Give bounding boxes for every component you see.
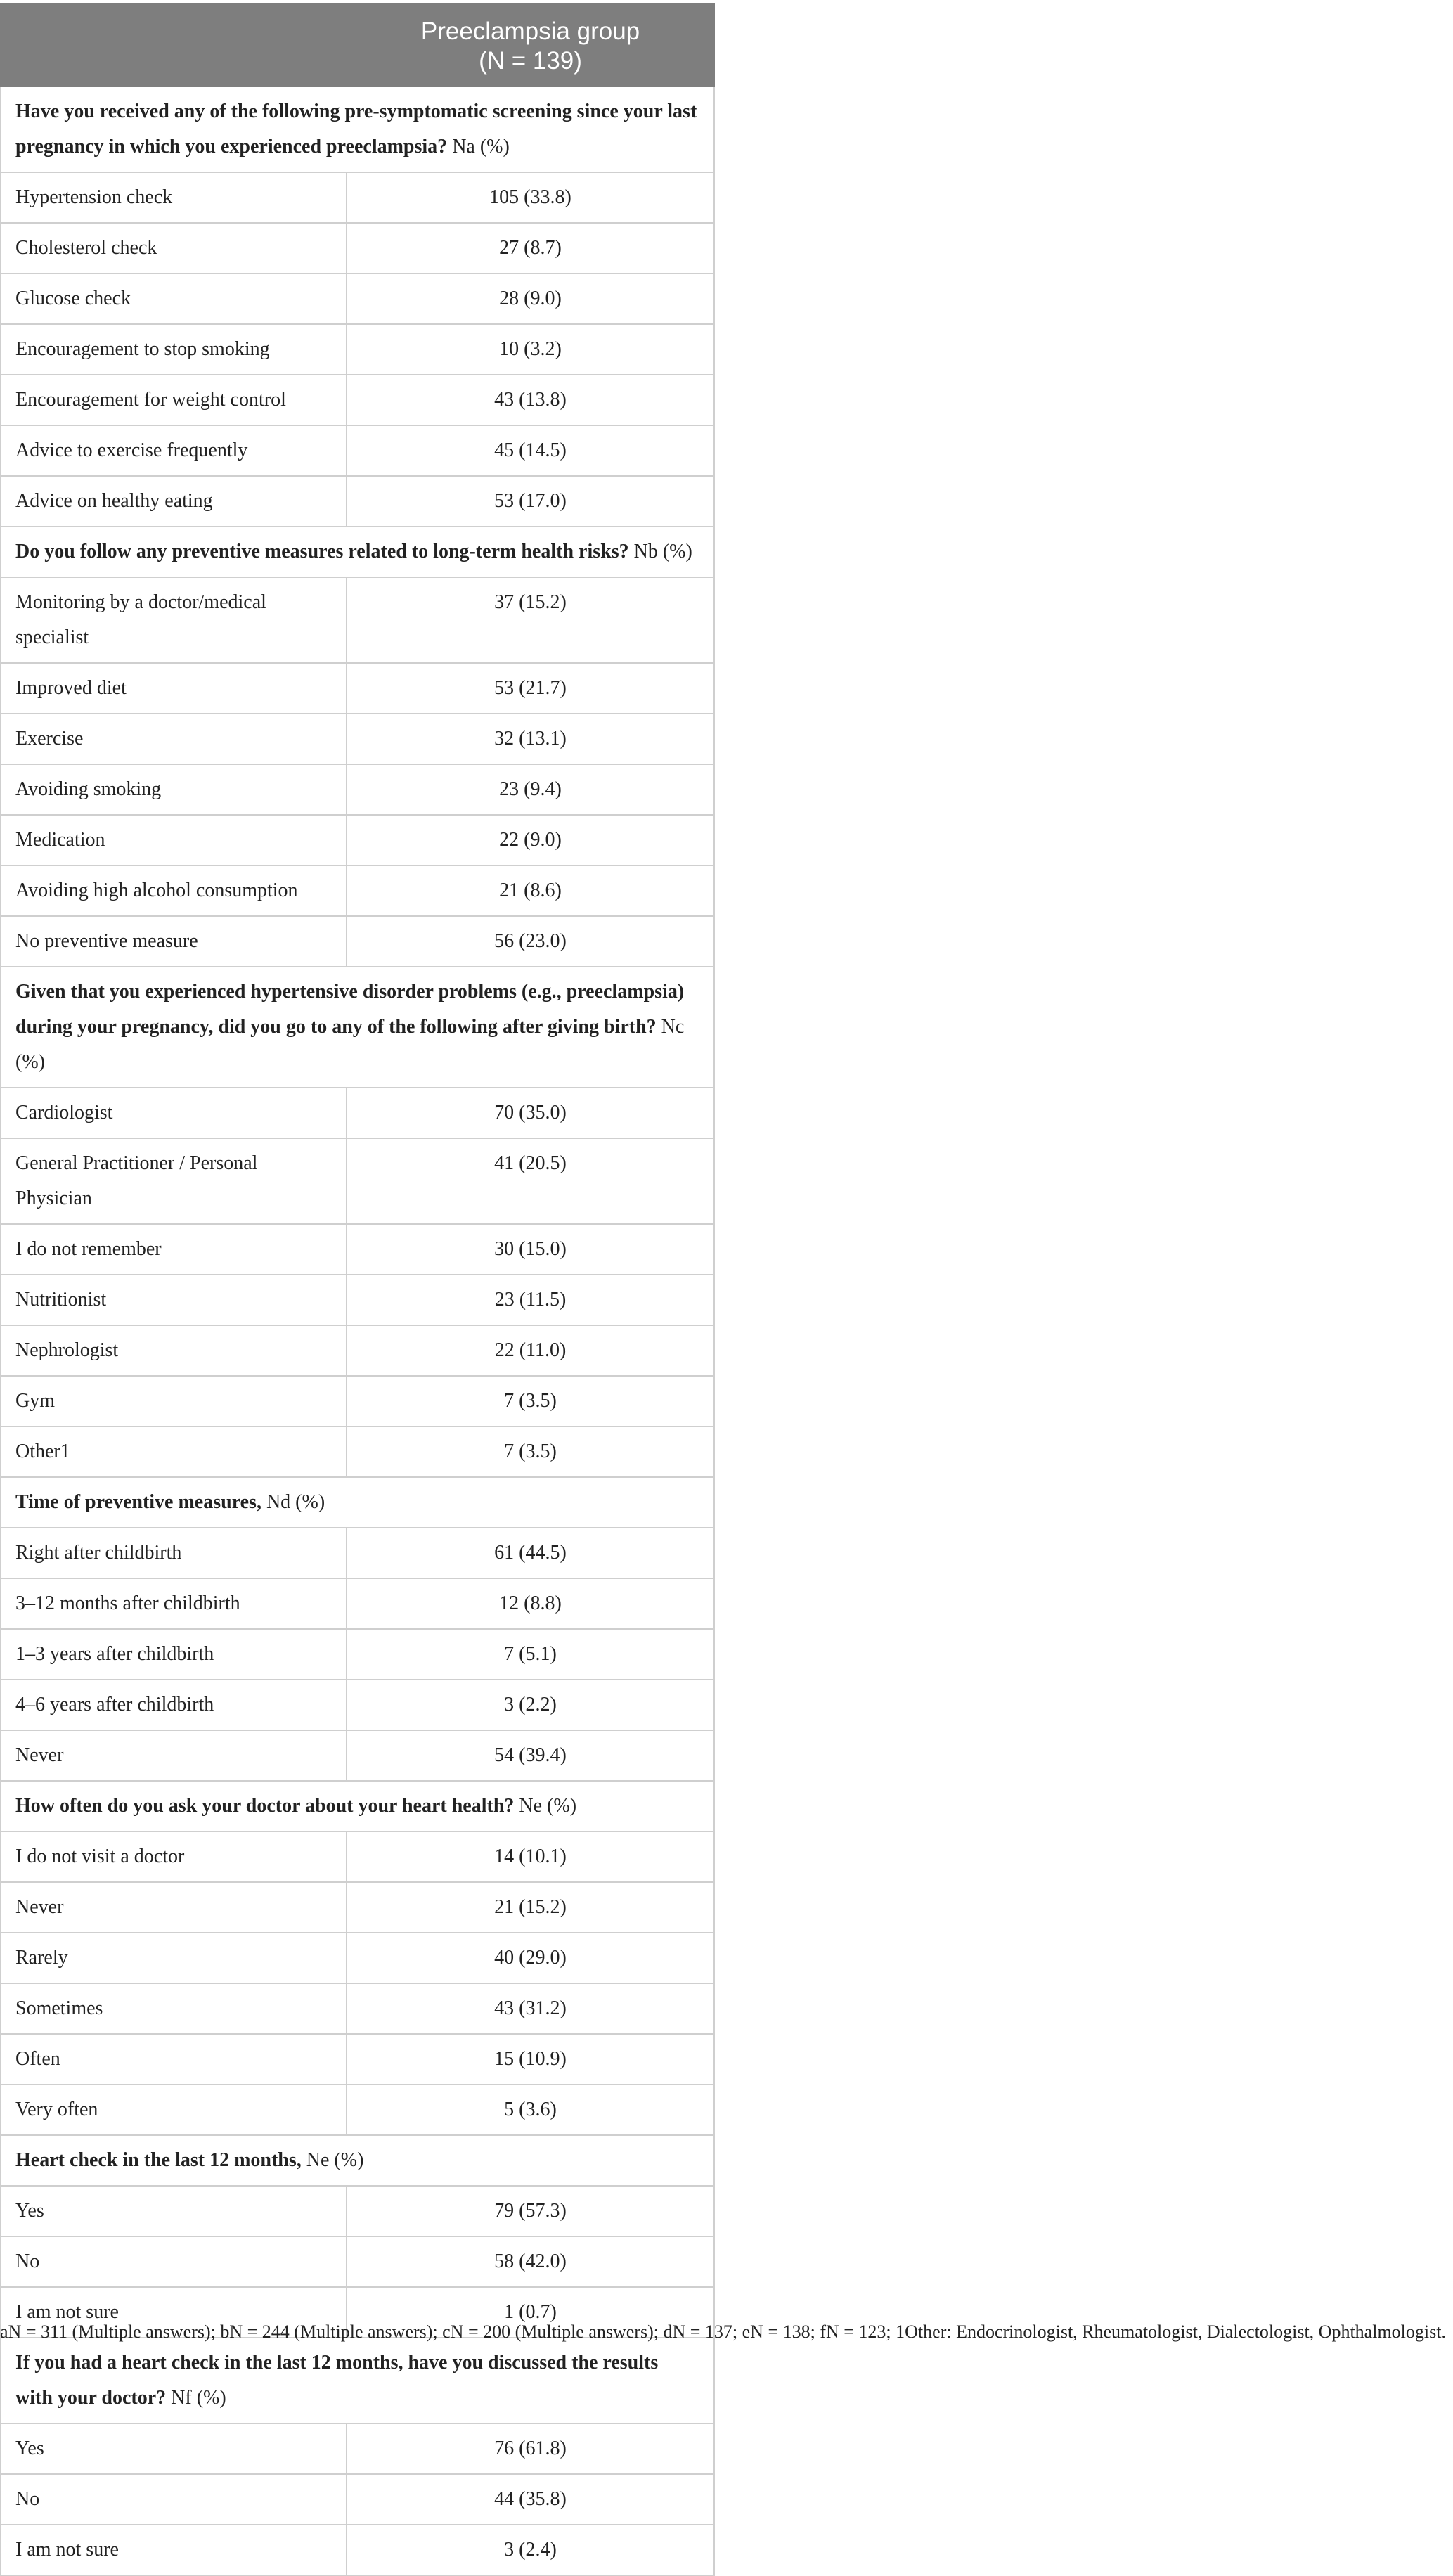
row-value: 10 (3.2) (347, 324, 714, 375)
table-row (1, 425, 714, 476)
row-label: Other1 (1, 1427, 347, 1477)
table-header-row (1, 4, 714, 86)
table-row (1, 577, 714, 663)
row-value: 70 (35.0) (347, 1088, 714, 1138)
row-value: 58 (42.0) (347, 2236, 714, 2287)
section-question (1, 2135, 714, 2186)
row-value: 5 (3.6) (347, 2085, 714, 2135)
section-header-row (1, 967, 714, 1088)
section-n-label: Nb (%) (633, 541, 692, 562)
row-value: 15 (10.9) (347, 2034, 714, 2085)
row-label: Advice on healthy eating (1, 476, 347, 527)
table-row (1, 223, 714, 273)
row-value: 43 (13.8) (347, 375, 714, 425)
table-row (1, 1933, 714, 1983)
row-value: 41 (20.5) (347, 1138, 714, 1224)
row-label: Cholesterol check (1, 223, 347, 273)
row-label: Avoiding smoking (1, 764, 347, 815)
row-label: Advice to exercise frequently (1, 425, 347, 476)
row-value: 7 (3.5) (347, 1427, 714, 1477)
section-question (1, 86, 714, 172)
row-value: 54 (39.4) (347, 1730, 714, 1781)
row-value: 37 (15.2) (347, 577, 714, 663)
row-label: Avoiding high alcohol consumption (1, 865, 347, 916)
row-label: Medication (1, 815, 347, 865)
row-value: 21 (8.6) (347, 865, 714, 916)
row-label: General Practitioner / Personal Physician (1, 1138, 347, 1224)
section-question (1, 1781, 714, 1831)
section-question-text: If you had a heart check in the last 12 months, have you discussed the results with your doctor? (15, 2352, 659, 2409)
table-row (1, 1831, 714, 1882)
table-row (1, 1882, 714, 1933)
row-label: No (1, 2236, 347, 2287)
section-question (1, 967, 714, 1088)
section-question (1, 527, 714, 577)
table-row (1, 1088, 714, 1138)
table-footnote: aN = 311 (Multiple answers); bN = 244 (Multiple answers); cN = 200 (Multiple answers); dN = 137; eN = 138; fN = 123; 1Other: Endocrinologist, Rheumatologist, Dialectologist, Ophthalmologist. (0, 2321, 1446, 2342)
row-value: 22 (9.0) (347, 815, 714, 865)
header-group-cell (347, 4, 714, 86)
row-label: 3–12 months after childbirth (1, 1578, 347, 1629)
table-row (1, 172, 714, 223)
row-label: I am not sure (1, 2525, 347, 2575)
row-label: Encouragement to stop smoking (1, 324, 347, 375)
row-label: Very often (1, 2085, 347, 2135)
row-value: 23 (9.4) (347, 764, 714, 815)
row-value: 56 (23.0) (347, 916, 714, 967)
table-row (1, 865, 714, 916)
row-value: 53 (21.7) (347, 663, 714, 714)
section-header-row (1, 86, 714, 172)
table-row (1, 1680, 714, 1730)
row-value: 21 (15.2) (347, 1882, 714, 1933)
row-value: 22 (11.0) (347, 1325, 714, 1376)
header-group-n: (N = 139) (479, 47, 582, 75)
row-label: Hypertension check (1, 172, 347, 223)
table-row (1, 1730, 714, 1781)
row-value: 27 (8.7) (347, 223, 714, 273)
section-question-text: Do you follow any preventive measures related to long-term health risks? (15, 541, 629, 562)
table-row (1, 2236, 714, 2287)
row-label: Right after childbirth (1, 1528, 347, 1578)
table-row (1, 764, 714, 815)
section-question-text: How often do you ask your doctor about your heart health? (15, 1795, 515, 1817)
row-value: 76 (61.8) (347, 2423, 714, 2474)
row-value: 7 (5.1) (347, 1629, 714, 1680)
row-label: I do not visit a doctor (1, 1831, 347, 1882)
header-group-title: Preeclampsia group (420, 18, 640, 45)
row-label: Nephrologist (1, 1325, 347, 1376)
row-label: Sometimes (1, 1983, 347, 2034)
row-value: 61 (44.5) (347, 1528, 714, 1578)
table-row (1, 1427, 714, 1477)
row-label: No preventive measure (1, 916, 347, 967)
table-row (1, 1578, 714, 1629)
row-label: Improved diet (1, 663, 347, 714)
table-row (1, 2034, 714, 2085)
row-value: 43 (31.2) (347, 1983, 714, 2034)
table-row (1, 2423, 714, 2474)
table-row (1, 1376, 714, 1427)
table-row (1, 916, 714, 967)
section-header-row (1, 2135, 714, 2186)
row-value: 3 (2.2) (347, 1680, 714, 1730)
table-row (1, 1983, 714, 2034)
row-label: Rarely (1, 1933, 347, 1983)
header-blank-cell (1, 4, 347, 86)
section-question-text: Time of preventive measures, (15, 1491, 261, 1513)
section-question (1, 1477, 714, 1528)
table-row (1, 2186, 714, 2236)
row-label: Yes (1, 2423, 347, 2474)
row-label: I do not remember (1, 1224, 347, 1275)
table-row (1, 476, 714, 527)
table-row (1, 324, 714, 375)
table-row (1, 1224, 714, 1275)
row-value: 7 (3.5) (347, 1376, 714, 1427)
table-row (1, 815, 714, 865)
row-label: I am not sure (1, 2287, 347, 2338)
row-label: Exercise (1, 714, 347, 764)
section-n-label: Na (%) (452, 136, 510, 157)
row-label: 4–6 years after childbirth (1, 1680, 347, 1730)
row-label: Glucose check (1, 273, 347, 324)
row-value: 12 (8.8) (347, 1578, 714, 1629)
table-row (1, 1138, 714, 1224)
row-label: Encouragement for weight control (1, 375, 347, 425)
row-value: 40 (29.0) (347, 1933, 714, 1983)
row-value: 3 (2.4) (347, 2525, 714, 2575)
table-row (1, 1528, 714, 1578)
row-value: 79 (57.3) (347, 2186, 714, 2236)
table-row (1, 663, 714, 714)
table-row (1, 714, 714, 764)
row-label: Yes (1, 2186, 347, 2236)
section-header-row (1, 527, 714, 577)
row-label: Cardiologist (1, 1088, 347, 1138)
section-question-text: Heart check in the last 12 months, (15, 2149, 302, 2171)
row-label: Nutritionist (1, 1275, 347, 1325)
row-value: 105 (33.8) (347, 172, 714, 223)
row-label: Never (1, 1730, 347, 1781)
row-value: 53 (17.0) (347, 476, 714, 527)
table-row (1, 1629, 714, 1680)
row-label: Monitoring by a doctor/medical specialist (1, 577, 347, 663)
table-row (1, 1275, 714, 1325)
row-label: Often (1, 2034, 347, 2085)
row-label: Gym (1, 1376, 347, 1427)
section-header-row (1, 1477, 714, 1528)
row-value: 23 (11.5) (347, 1275, 714, 1325)
section-n-label: Ne (%) (306, 2149, 364, 2171)
row-value: 30 (15.0) (347, 1224, 714, 1275)
table-row (1, 2474, 714, 2525)
row-label: 1–3 years after childbirth (1, 1629, 347, 1680)
row-value: 1 (0.7) (347, 2287, 714, 2338)
section-question-text: Given that you experienced hypertensive disorder problems (e.g., preeclampsia) during your pregnancy, did you go to any of the following after giving birth? (15, 981, 685, 1038)
section-question (1, 2338, 714, 2423)
section-n-label: Ne (%) (519, 1795, 577, 1817)
table-row (1, 375, 714, 425)
row-label: Never (1, 1882, 347, 1933)
row-label: No (1, 2474, 347, 2525)
table-row (1, 2525, 714, 2575)
section-n-label: Nc (%) (15, 1016, 685, 1073)
table-body (1, 86, 714, 2575)
row-value: 28 (9.0) (347, 273, 714, 324)
row-value: 44 (35.8) (347, 2474, 714, 2525)
section-header-row (1, 2338, 714, 2423)
results-table (0, 3, 715, 2576)
row-value: 45 (14.5) (347, 425, 714, 476)
section-n-label: Nf (%) (171, 2387, 226, 2409)
section-n-label: Nd (%) (266, 1491, 325, 1513)
row-value: 32 (13.1) (347, 714, 714, 764)
section-question-text: Have you received any of the following pre-symptomatic screening since your last pregnancy in which you experienced preeclampsia? (15, 101, 697, 157)
section-header-row (1, 1781, 714, 1831)
table-row (1, 273, 714, 324)
row-value: 14 (10.1) (347, 1831, 714, 1882)
table-row (1, 1325, 714, 1376)
table-row (1, 2085, 714, 2135)
